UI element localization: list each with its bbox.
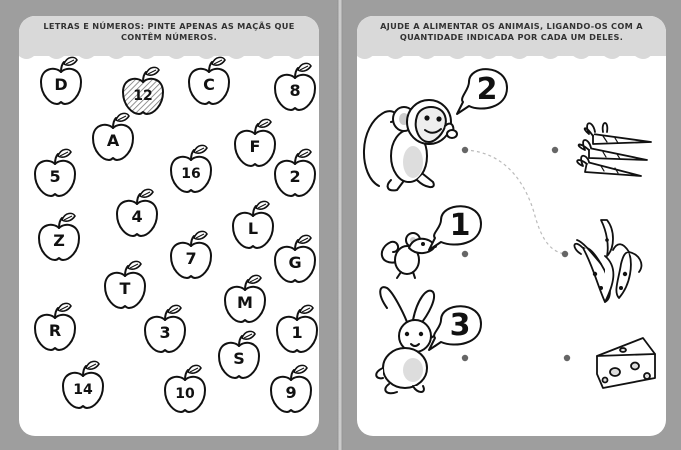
- rabbit-icon: [376, 287, 438, 393]
- apple-label: 2: [289, 167, 301, 186]
- apple-label: 10: [175, 386, 195, 402]
- apple-label: R: [48, 321, 62, 340]
- mouse-icon: [382, 233, 437, 278]
- apple[interactable]: [271, 365, 311, 412]
- monkey-icon: [364, 100, 457, 190]
- apple[interactable]: [123, 67, 163, 114]
- quantity-1: 1: [449, 208, 471, 243]
- apple[interactable]: [171, 145, 211, 192]
- apple[interactable]: [225, 275, 265, 322]
- apple[interactable]: [171, 231, 211, 278]
- apple-label: 7: [185, 249, 197, 268]
- carrots-dot[interactable]: [552, 147, 558, 153]
- apple[interactable]: [277, 305, 317, 352]
- apple[interactable]: [35, 149, 75, 196]
- apple-label: F: [249, 137, 261, 156]
- right-instruction: AJUDE A ALIMENTAR OS ANIMAIS, LIGANDO-OS COM A QUANTIDADE INDICADA POR CADA UM DELES.: [380, 21, 643, 42]
- apple[interactable]: [165, 365, 205, 412]
- apple[interactable]: [105, 261, 145, 308]
- speech-bubble-3: [429, 306, 481, 350]
- apple[interactable]: [219, 331, 259, 378]
- apple-label: 9: [285, 383, 297, 402]
- apple-label: 14: [73, 382, 93, 398]
- apple-label: 5: [49, 167, 61, 186]
- feeding-activity-panel: [357, 16, 666, 436]
- apples-activity-panel: [19, 16, 319, 436]
- apple[interactable]: [235, 119, 275, 166]
- apple-label: M: [237, 293, 253, 312]
- apple[interactable]: [35, 303, 75, 350]
- apple-label: Z: [53, 231, 65, 250]
- apple-label: T: [119, 279, 131, 298]
- monkey-dot[interactable]: [462, 147, 468, 153]
- apple[interactable]: [63, 361, 103, 408]
- apple-label: 12: [133, 88, 153, 104]
- apple-label: 4: [131, 207, 143, 226]
- apple[interactable]: [275, 63, 315, 110]
- mouse-dot[interactable]: [462, 251, 468, 257]
- apple-label: S: [233, 349, 245, 368]
- apple-grid: [19, 16, 319, 436]
- cheese-icon: [597, 338, 655, 388]
- apple[interactable]: [39, 213, 79, 260]
- apple-label: 3: [159, 323, 171, 342]
- apple-label: L: [247, 219, 259, 238]
- apple-label: 16: [181, 166, 201, 182]
- rabbit-dot[interactable]: [462, 355, 468, 361]
- speech-bubble-1: [429, 206, 481, 250]
- left-page: [0, 0, 337, 450]
- cheese-dot[interactable]: [564, 355, 570, 361]
- apple-label: D: [54, 75, 68, 94]
- apple-label: G: [288, 253, 302, 272]
- apple-label: 8: [289, 81, 301, 100]
- apple-label: 1: [291, 323, 303, 342]
- apple-label: C: [203, 75, 215, 94]
- apple[interactable]: [233, 201, 273, 248]
- guide-line: [465, 150, 565, 254]
- speech-bubble-2: [457, 69, 507, 114]
- quantity-2: 2: [476, 72, 498, 107]
- right-page: [343, 0, 681, 450]
- apple[interactable]: [145, 305, 185, 352]
- quantity-3: 3: [449, 308, 471, 343]
- apple[interactable]: [189, 57, 229, 104]
- apple[interactable]: [275, 235, 315, 282]
- left-instruction: LETRAS E NÚMEROS: PINTE APENAS AS MAÇÃS QUE CONTÊM NÚMEROS.: [43, 21, 295, 42]
- apple[interactable]: [117, 189, 157, 236]
- apple[interactable]: [41, 57, 81, 104]
- apple[interactable]: [275, 149, 315, 196]
- carrots-icon: [577, 123, 651, 176]
- feeding-illustration: [357, 16, 666, 436]
- apple[interactable]: [93, 113, 133, 160]
- bananas-icon: [574, 220, 641, 302]
- apple-label: A: [106, 131, 120, 150]
- bananas-dot[interactable]: [562, 251, 568, 257]
